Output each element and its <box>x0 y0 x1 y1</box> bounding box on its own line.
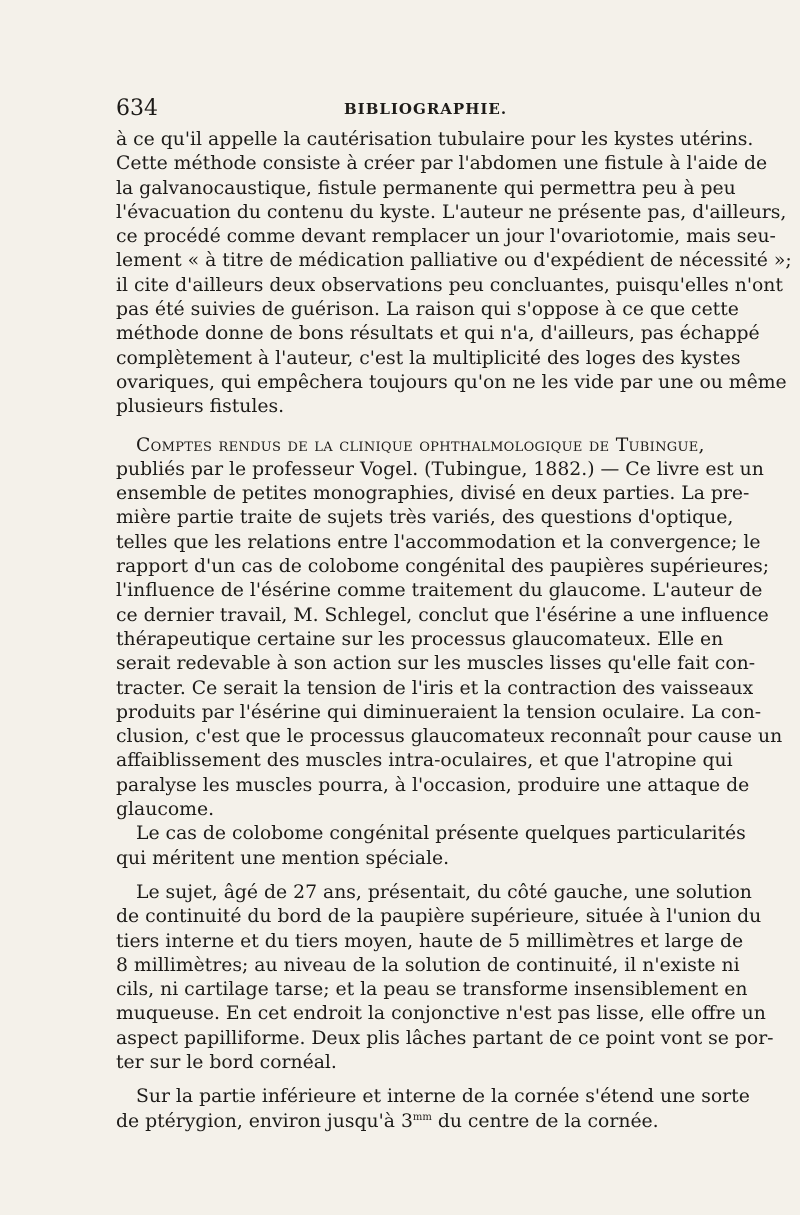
text-line: clusion, c'est que le processus glaucomateux reconnaît pour cause un <box>116 726 783 748</box>
page-body <box>116 128 792 1134</box>
text-line: rapport d'un cas de colobome congénital des paupières supérieures; <box>116 556 770 578</box>
paragraph-comptes-rendus <box>116 434 783 823</box>
text-line: produits par l'ésérine qui diminueraient la tension oculaire. La con- <box>116 701 762 723</box>
text-line: Sur la partie inférieure et interne de la cornée s'étend une sorte <box>136 1086 750 1108</box>
text-line: affaiblissement des muscles intra-oculaires, et que l'atropine qui <box>116 750 733 772</box>
text-line: mière partie traite de sujets très variés, des questions d'optique, <box>116 507 734 529</box>
review-heading: Comptes rendus de la clinique ophthalmologique de Tubingue, <box>136 434 705 456</box>
paragraph-cauterisation <box>116 128 792 420</box>
text-line: l'influence de l'ésérine comme traitement du glaucome. L'auteur de <box>116 580 763 602</box>
text-line: serait redevable à son action sur les muscles lisses qu'elle fait con- <box>116 653 756 675</box>
text-line: publiés par le professeur Vogel. (Tubingue, 1882.) — Ce livre est un <box>116 458 764 480</box>
text-line: complètement à l'auteur, c'est la multiplicité des loges des kystes <box>116 347 741 369</box>
text-line: ce procédé comme devant remplacer un jour l'ovariotomie, mais seu- <box>116 226 776 248</box>
text-line: ovariques, qui empêchera toujours qu'on ne les vide par une ou même <box>116 371 787 393</box>
text-fragment: du centre de la cornée. <box>431 1110 659 1132</box>
text-line: Cette méthode consiste à créer par l'abdomen une fistule à l'aide de <box>116 153 768 175</box>
text-line: la galvanocaustique, fistule permanente qui permettra peu à peu <box>116 177 736 199</box>
page-header <box>116 96 684 124</box>
paragraph-pterygion <box>116 1085 750 1134</box>
text-line: Le cas de colobome congénital présente quelques particularités <box>136 823 746 845</box>
page-number: 634 <box>116 96 158 121</box>
text-line: telles que les relations entre l'accommodation et la convergence; le <box>116 531 761 553</box>
text-line: cils, ni cartilage tarse; et la peau se transforme insensiblement en <box>116 979 748 1001</box>
text-line: à ce qu'il appelle la cautérisation tubulaire pour les kystes utérins. <box>116 129 754 150</box>
text-line: il cite d'ailleurs deux observations peu concluantes, puisqu'elles n'ont <box>116 274 783 296</box>
text-line: qui méritent une mention spéciale. <box>116 847 450 869</box>
text-line: thérapeutique certaine sur les processus glaucomateux. Elle en <box>116 628 724 650</box>
superscript-unit: mm <box>412 1111 432 1123</box>
text-fragment: de ptérygion, environ jusqu'à 3 <box>116 1110 413 1132</box>
text-line: tracter. Ce serait la tension de l'iris et la contraction des vaisseaux <box>116 677 754 699</box>
text-line: paralyse les muscles pourra, à l'occasion, produire une attaque de <box>116 774 750 796</box>
text-line: glaucome. <box>116 799 215 821</box>
text-line-with-superscript <box>116 1110 684 1134</box>
text-line: 8 millimètres; au niveau de la solution de continuité, il n'existe ni <box>116 954 740 976</box>
text-line: de continuité du bord de la paupière supérieure, située à l'union du <box>116 906 762 928</box>
text-line: ter sur le bord cornéal. <box>116 1051 337 1073</box>
paragraph-sujet <box>116 881 774 1075</box>
text-line: méthode donne de bons résultats et qui n'a, d'ailleurs, pas échappé <box>116 323 760 345</box>
text-line: ensemble de petites monographies, divisé en deux parties. La pre- <box>116 483 750 505</box>
text-line: muqueuse. En cet endroit la conjonctive n'est pas lisse, elle offre un <box>116 1003 766 1025</box>
text-line: tiers interne et du tiers moyen, haute de 5 millimètres et large de <box>116 930 744 952</box>
text-line: Le sujet, âgé de 27 ans, présentait, du côté gauche, une solution <box>136 881 752 903</box>
text-line: lement « à titre de médication palliative ou d'expédient de nécessité »; <box>116 250 792 272</box>
text-line: l'évacuation du contenu du kyste. L'auteur ne présente pas, d'ailleurs, <box>116 201 787 223</box>
running-head: BIBLIOGRAPHIE. <box>344 100 508 118</box>
text-line: plusieurs fistules. <box>116 396 285 418</box>
text-line: pas été suivies de guérison. La raison qui s'oppose à ce que cette <box>116 299 739 321</box>
paragraph-colobome <box>116 822 746 871</box>
text-line: aspect papilliforme. Deux plis lâches partant de ce point vont se por- <box>116 1027 774 1049</box>
text-line: ce dernier travail, M. Schlegel, conclut que l'ésérine a une influence <box>116 604 769 626</box>
